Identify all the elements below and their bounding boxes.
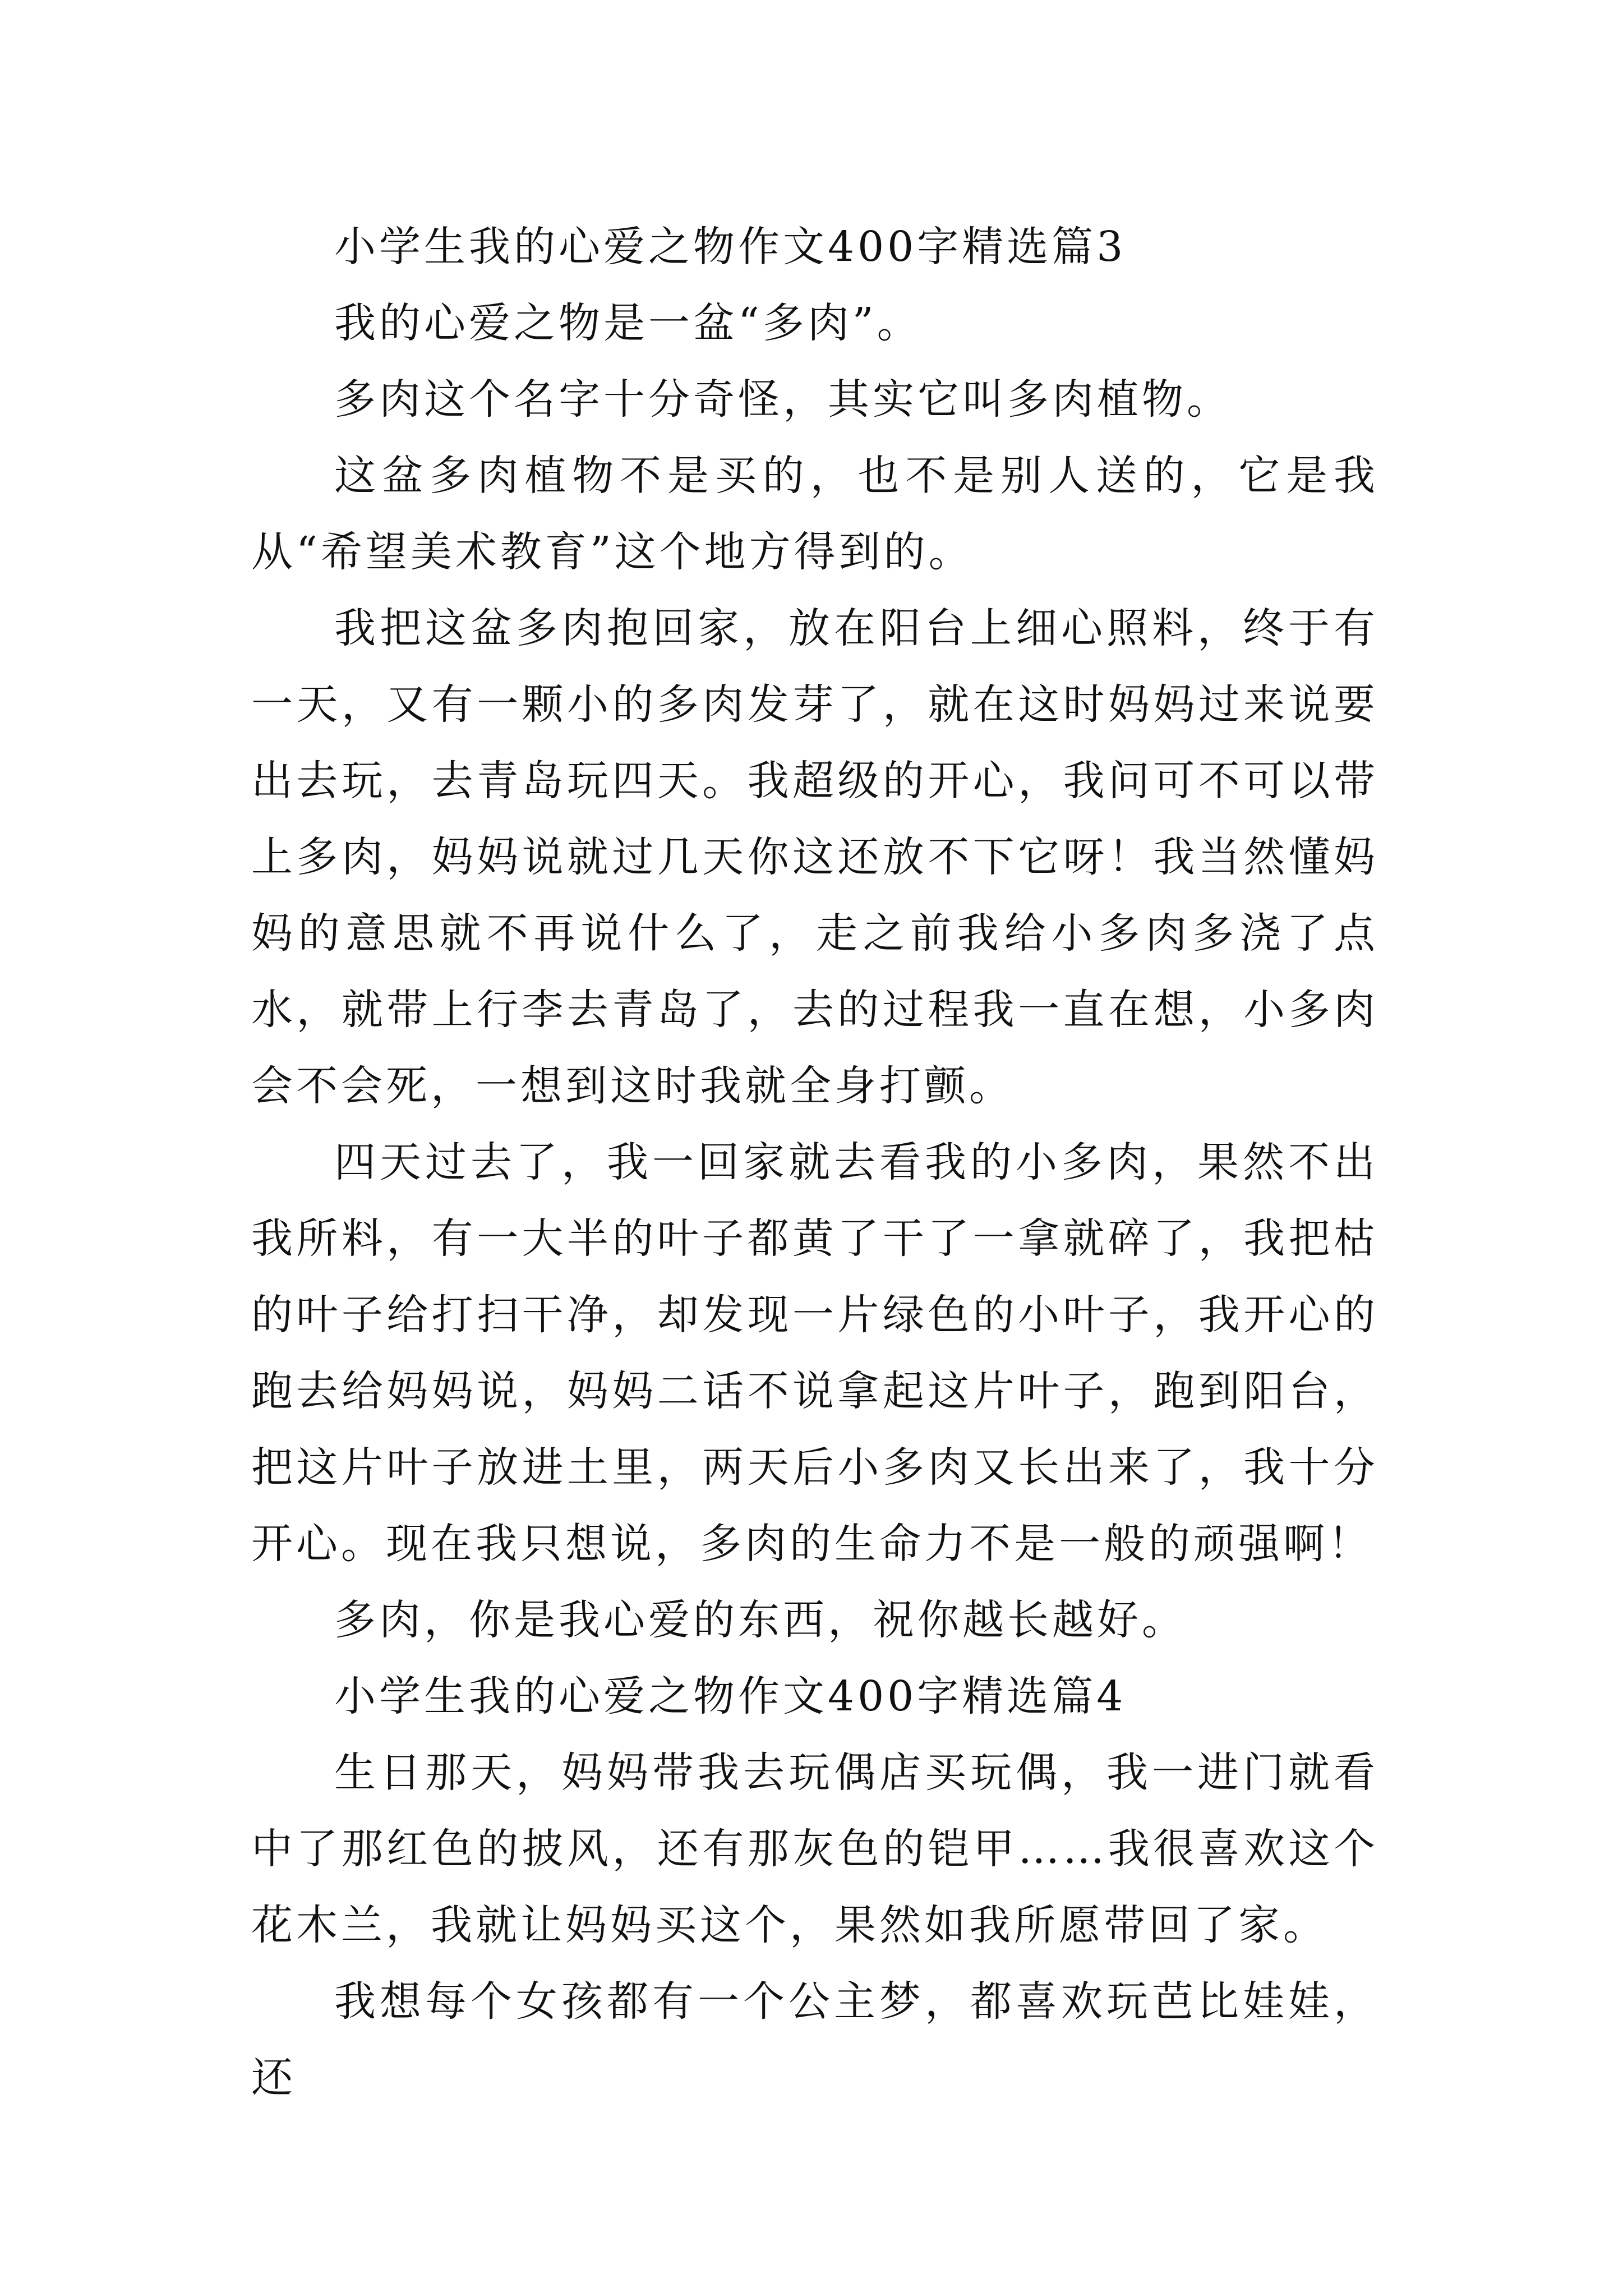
paragraph: 我的心爱之物是一盆“多肉”。 [334, 299, 922, 347]
paragraph: 生日那天，妈妈带我去玩偶店买玩偶，我一进门就看中了那红色的披风，还有那灰色的铠甲……我很喜欢这个花木兰，我就让妈妈买这个，果然如我所愿带回了家。 [251, 1749, 1378, 1949]
paragraph: 四天过去了，我一回家就去看我的小多肉，果然不出我所料，有一大半的叶子都黄了干了一拿就碎了，我把枯的叶子给打扫干净，却发现一片绿色的小叶子，我开心的跑去给妈妈说，妈妈二话不说拿起这片叶子，跑到阳台，把这片叶子放进土里，两天后小多肉又长出来了，我十分开心。现在我只想说，多肉的生命力不是一般的顽强啊！ [251, 1138, 1378, 1568]
paragraph: 我把这盆多肉抱回家，放在阳台上细心照料，终于有一天，又有一颗小的多肉发芽了，就在这时妈妈过来说要出去玩，去青岛玩四天。我超级的开心，我问可不可以带上多肉，妈妈说就过几天你这还放不下它呀！我当然懂妈妈的意思就不再说什么了，走之前我给小多肉多浇了点水，就带上行李去青岛了，去的过程我一直在想，小多肉会不会死，一想到这时我就全身打颤。 [251, 604, 1378, 1110]
section-heading-3: 小学生我的心爱之物作文400字精选篇3 [334, 223, 1127, 271]
section-heading-4: 小学生我的心爱之物作文400字精选篇4 [334, 1672, 1127, 1720]
document-body [251, 209, 1378, 2116]
paragraph: 多肉，你是我心爱的东西，祝你越长越好。 [334, 1596, 1187, 1644]
paragraph: 我想每个女孩都有一个公主梦，都喜欢玩芭比娃娃，还 [251, 1977, 1378, 2102]
paragraph: 这盆多肉植物不是买的，也不是别人送的，它是我从“希望美术教育”这个地方得到的。 [251, 452, 1378, 576]
paragraph: 多肉这个名字十分奇怪，其实它叫多肉植物。 [334, 375, 1232, 424]
